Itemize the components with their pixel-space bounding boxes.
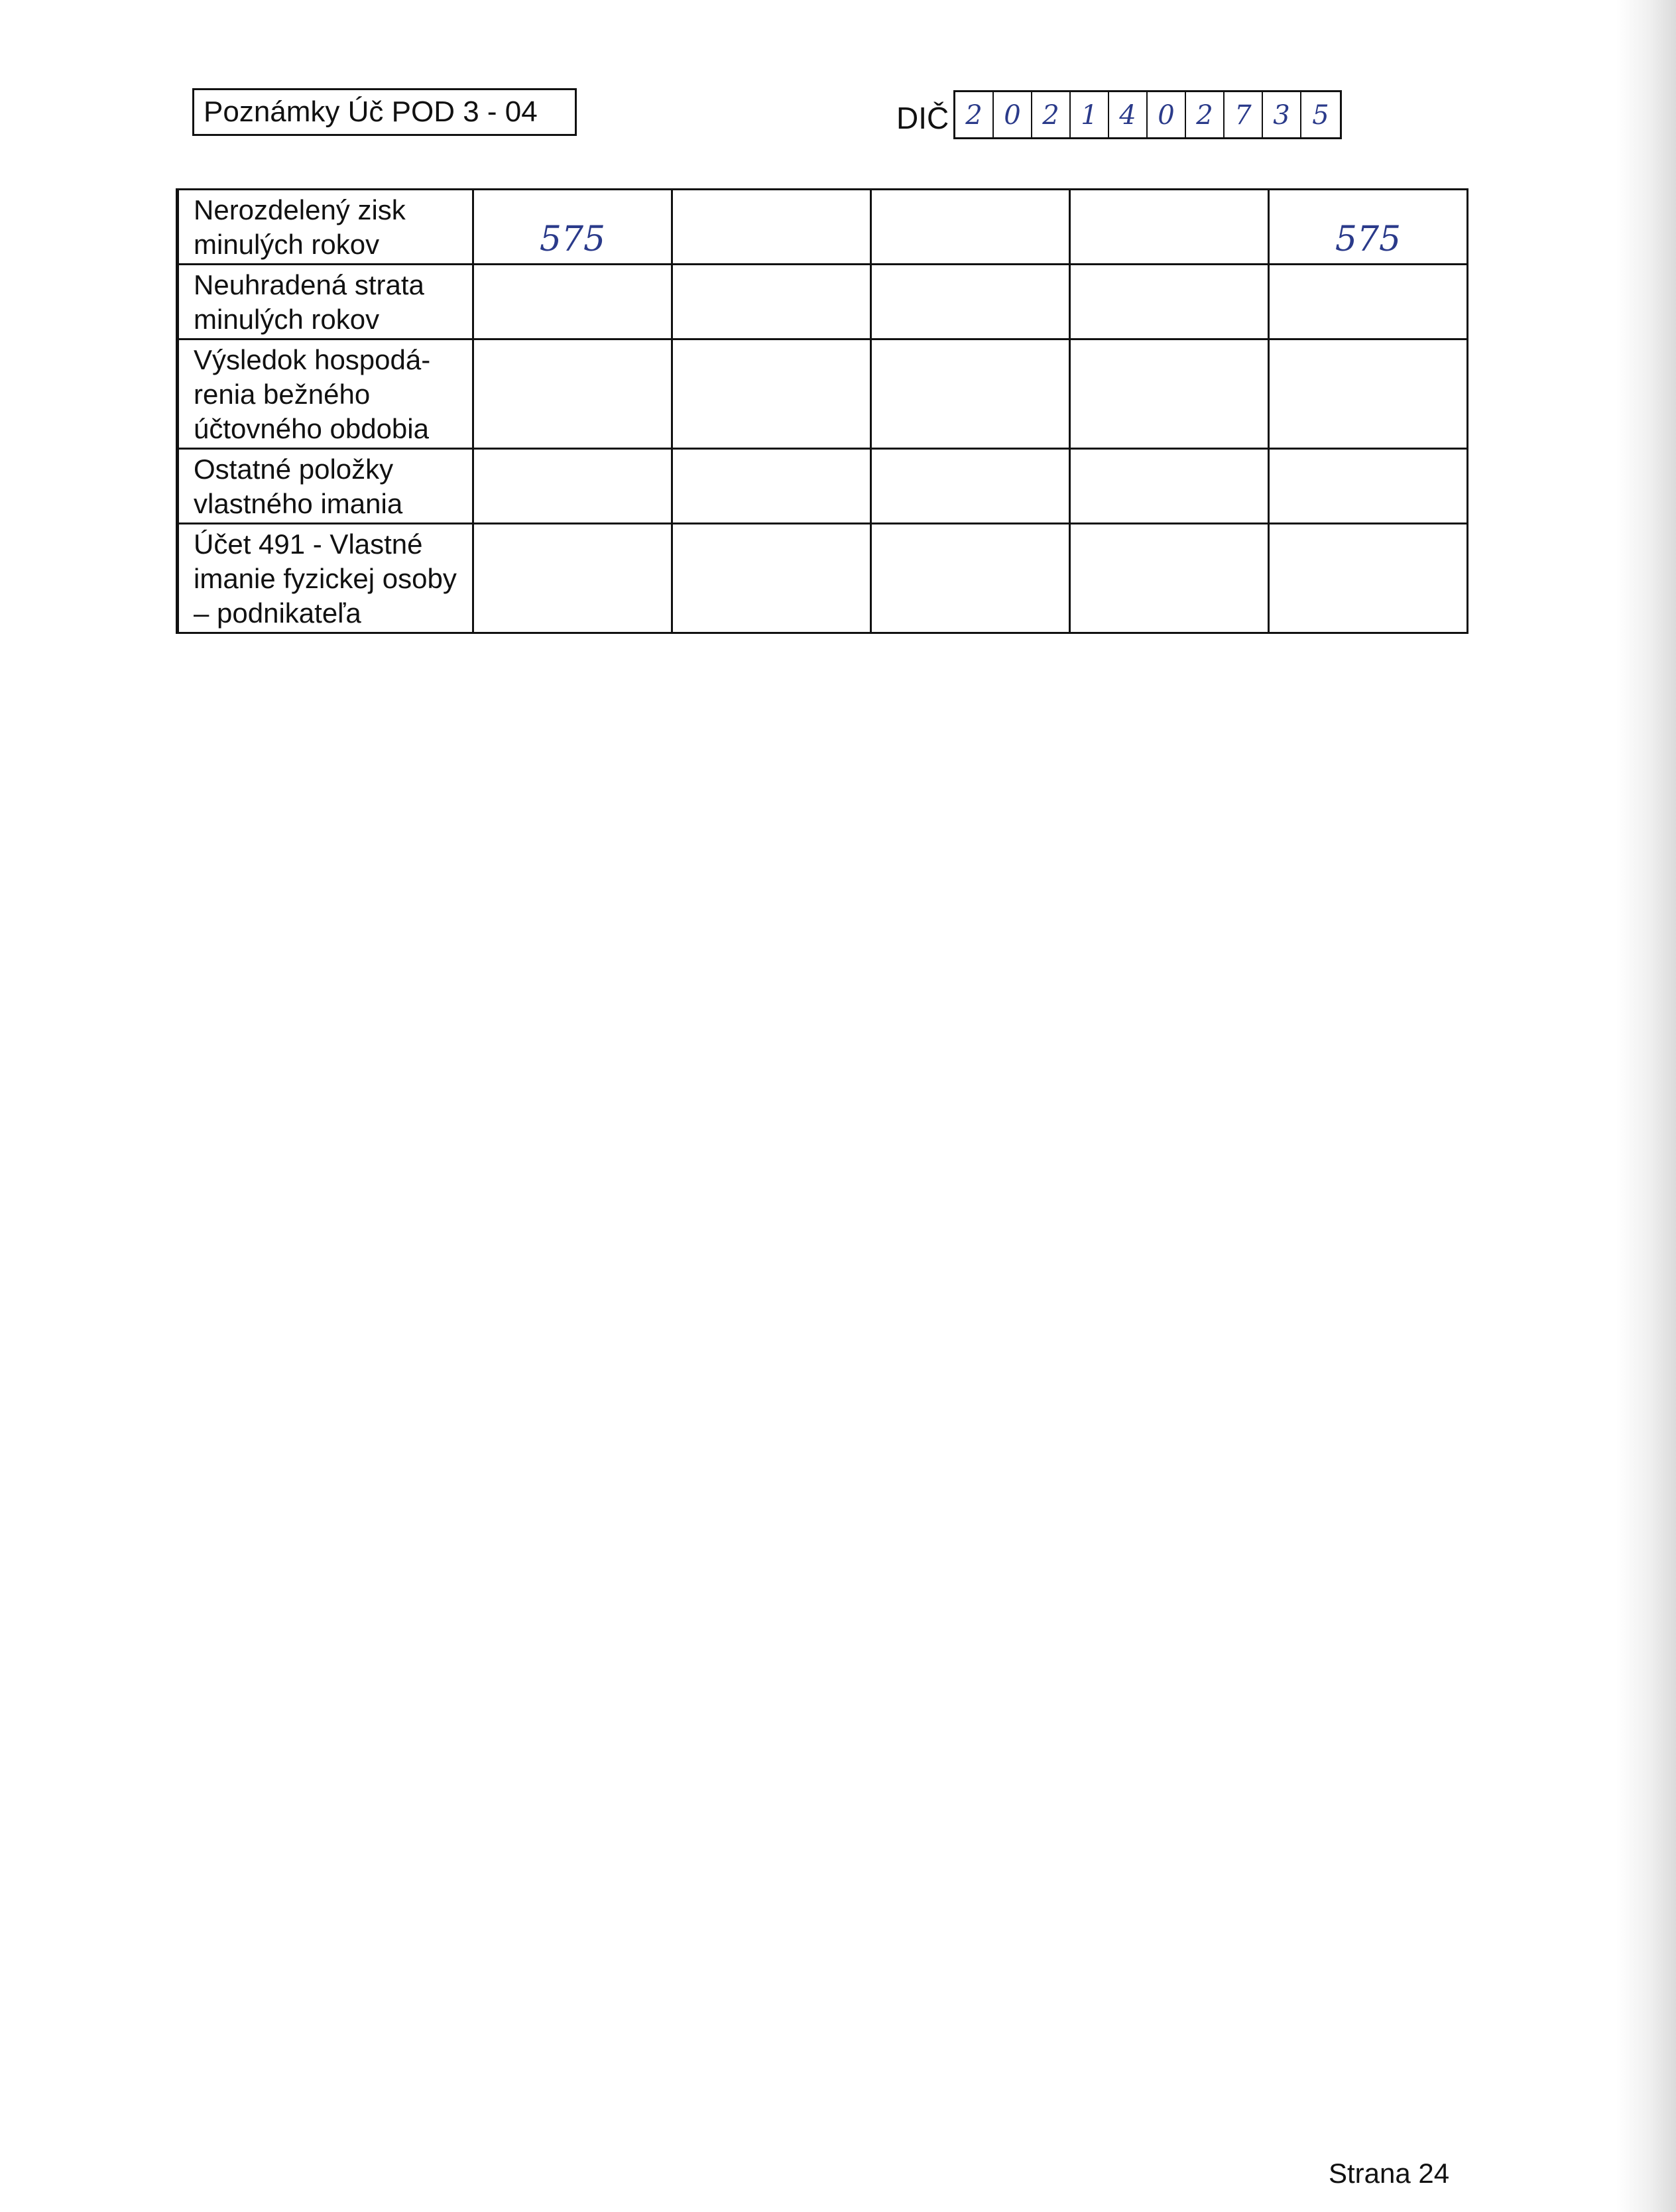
- scan-edge-shadow: [1616, 0, 1676, 2212]
- row-label: Ostatné položky vlastného imania: [178, 449, 473, 524]
- value-cell[interactable]: [672, 190, 871, 265]
- table-row: [178, 339, 1468, 449]
- value-cell[interactable]: [672, 339, 871, 449]
- value-cell[interactable]: [473, 265, 672, 339]
- dic-digit[interactable]: 2: [1186, 92, 1225, 137]
- value-cell[interactable]: [1070, 524, 1269, 633]
- row-label: Účet 491 - Vlastné imanie fyzickej osoby – podnikateľa: [178, 524, 473, 633]
- value-cell[interactable]: [1269, 339, 1468, 449]
- dic-label: DIČ: [896, 101, 949, 135]
- value-cell[interactable]: [473, 449, 672, 524]
- table-row: [178, 265, 1468, 339]
- row-label: Nerozdelený zisk minulých rokov: [178, 190, 473, 265]
- row-label: Neuhradená strata minulých rokov: [178, 265, 473, 339]
- value-cell[interactable]: [672, 265, 871, 339]
- value-cell[interactable]: [1070, 265, 1269, 339]
- table-row: [178, 190, 1468, 265]
- dic-digit[interactable]: 0: [1148, 92, 1186, 137]
- dic-digit[interactable]: 4: [1109, 92, 1148, 137]
- page-number: Strana 24: [1329, 2158, 1450, 2189]
- value-cell[interactable]: [871, 190, 1070, 265]
- dic-boxes: [953, 90, 1342, 139]
- value-cell[interactable]: [871, 339, 1070, 449]
- value-cell[interactable]: [871, 449, 1070, 524]
- value-cell[interactable]: [672, 524, 871, 633]
- dic-digit[interactable]: 3: [1263, 92, 1301, 137]
- table-row: [178, 449, 1468, 524]
- form-id-box: [192, 88, 577, 136]
- value-cell[interactable]: [473, 524, 672, 633]
- table-row: [178, 524, 1468, 633]
- row-label: Výsledok hospodá-renia bežného účtovného obdobia: [178, 339, 473, 449]
- value-cell[interactable]: [1269, 524, 1468, 633]
- value-cell[interactable]: 575: [473, 190, 672, 265]
- value-cell[interactable]: [473, 339, 672, 449]
- dic-digit[interactable]: 0: [994, 92, 1032, 137]
- value-cell[interactable]: [1269, 449, 1468, 524]
- dic-digit[interactable]: 5: [1312, 100, 1329, 131]
- value-cell[interactable]: [1070, 449, 1269, 524]
- dic-digit[interactable]: 2: [1032, 92, 1071, 137]
- form-id: Poznámky Úč POD 3 - 04: [204, 95, 538, 128]
- dic-digit[interactable]: 2: [955, 92, 994, 137]
- dic-digit[interactable]: 1: [1071, 92, 1109, 137]
- dic-digit[interactable]: 7: [1225, 92, 1263, 137]
- value-cell[interactable]: [1070, 339, 1269, 449]
- value-cell[interactable]: [871, 265, 1070, 339]
- value-cell[interactable]: [672, 449, 871, 524]
- value-cell[interactable]: [871, 524, 1070, 633]
- value-cell[interactable]: [1070, 190, 1269, 265]
- equity-table: [176, 188, 1468, 634]
- value-cell[interactable]: 575: [1269, 190, 1468, 265]
- value-cell[interactable]: [1269, 265, 1468, 339]
